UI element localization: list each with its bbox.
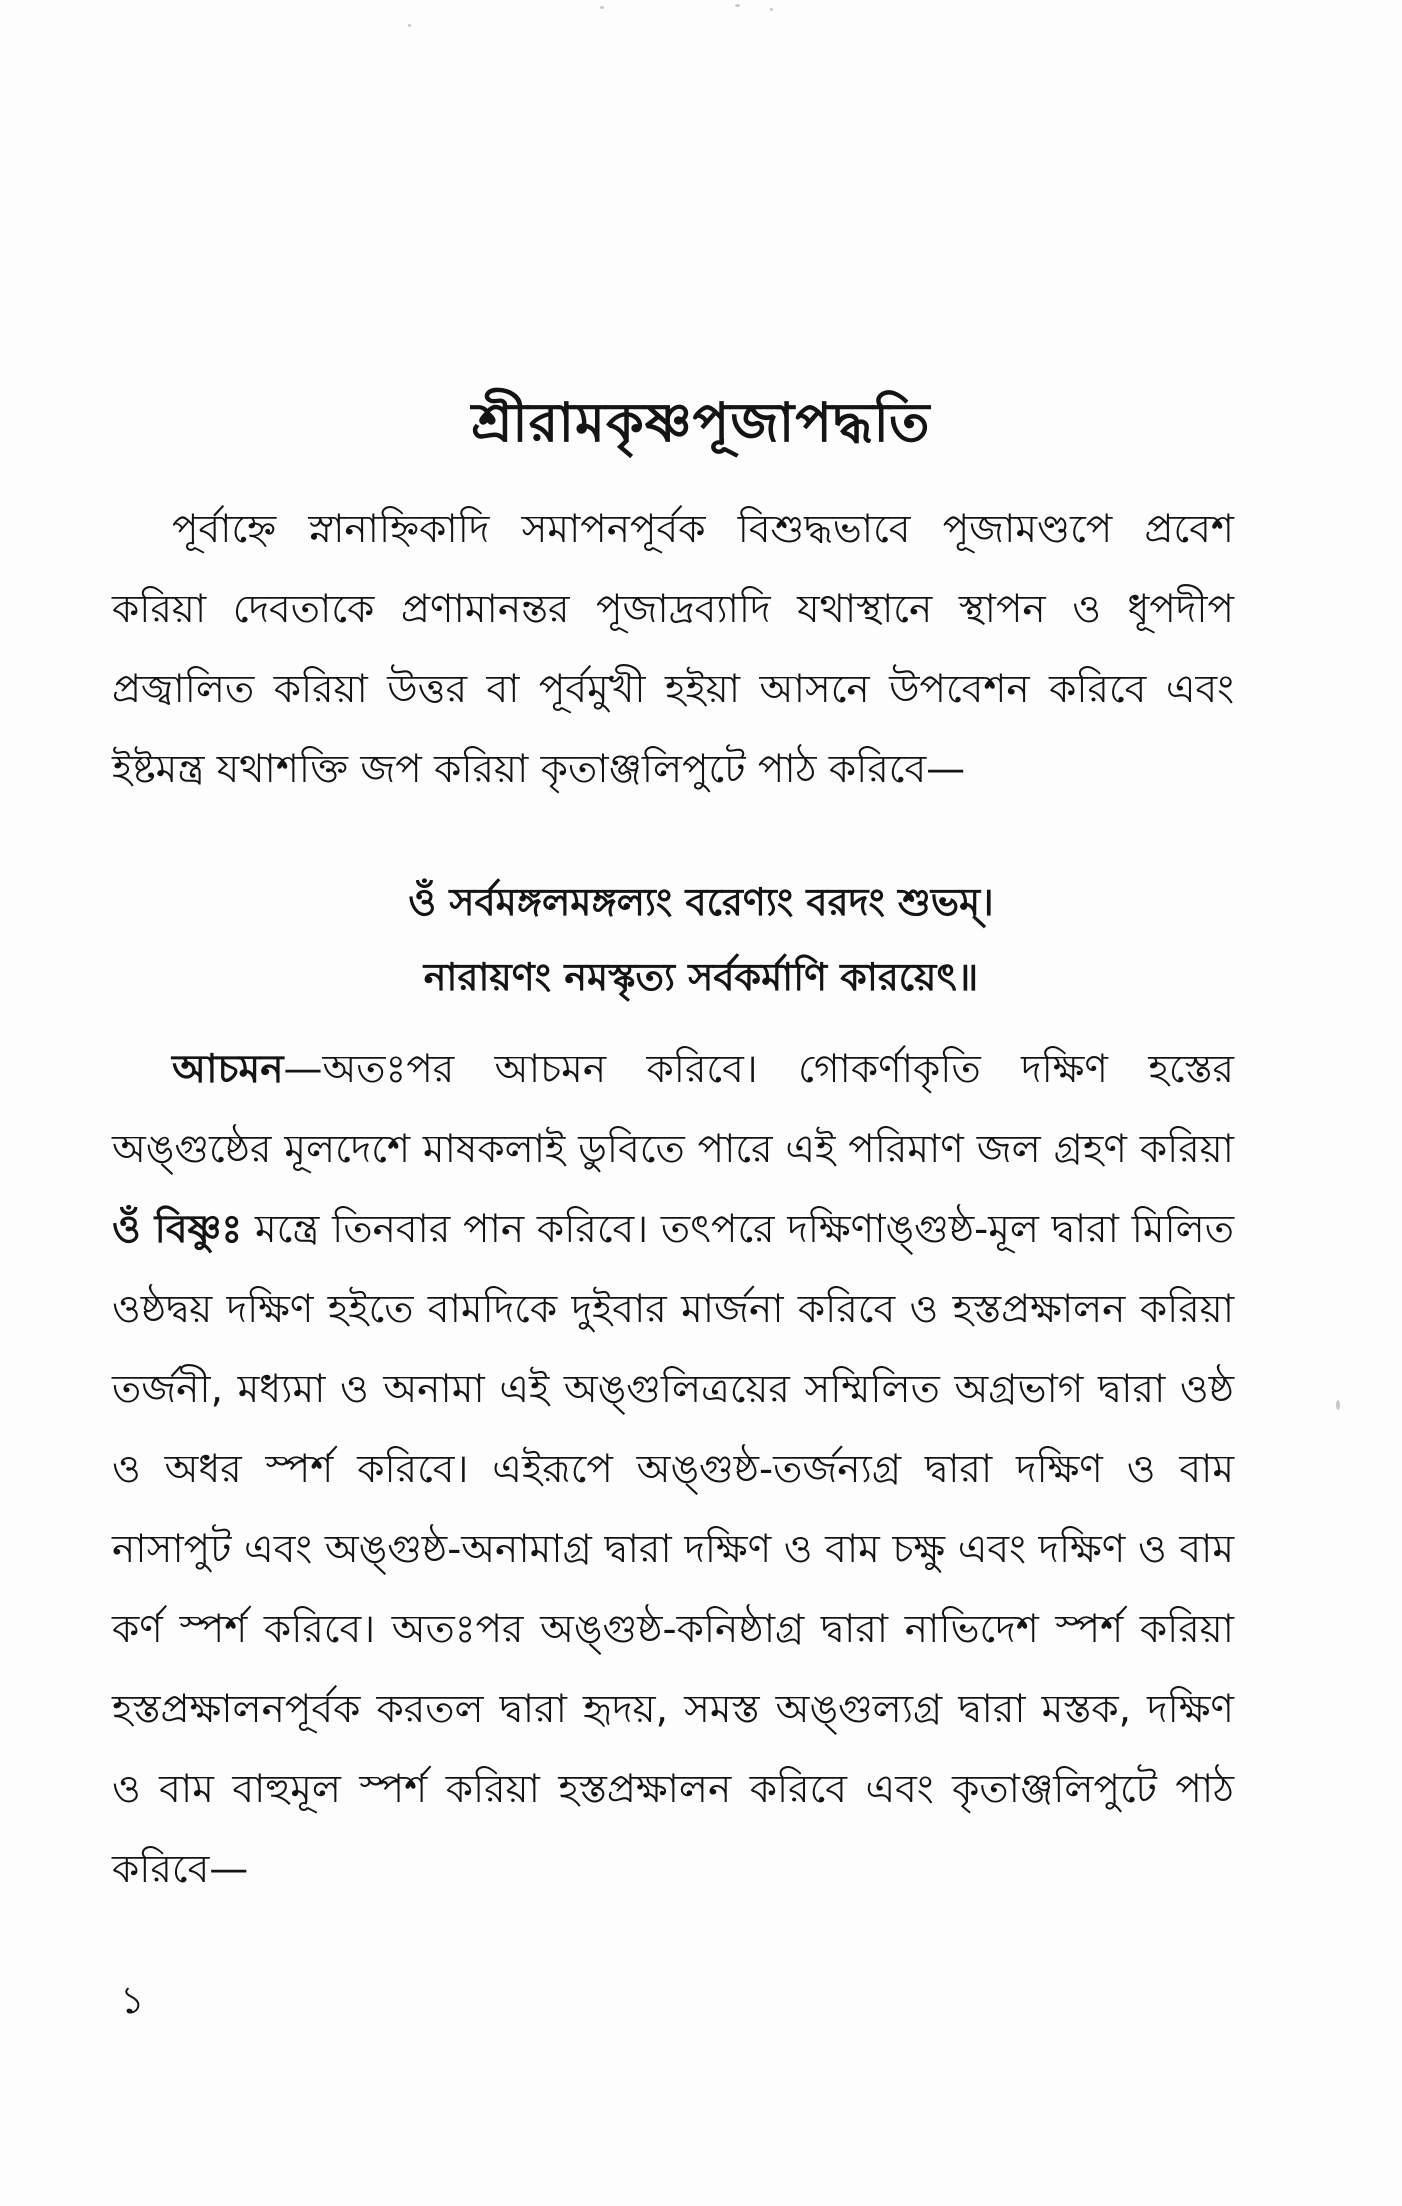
verse-line-1: ওঁ সর্বমঙ্গলমঙ্গল্যং বরেণ্যং বরদং শুভম্। [408,880,994,924]
achaman-heading: আচমন [172,1047,284,1092]
scan-speck [408,24,411,27]
scan-speck [770,8,773,11]
scan-speck [1336,1400,1340,1410]
achaman-paragraph [112,1030,1234,1910]
page-title: শ্রীরামকৃষ্ণপূজাপদ্ধতি [471,391,931,454]
scan-speck [600,6,604,9]
scan-speck [735,4,740,7]
page-number: ১ [120,1978,145,2022]
achaman-text: —অতঃপর আচমন করিবে। গোকর্ণাকৃতি দক্ষিণ হস্তের অঙ্গুষ্ঠের মূলদেশে মাষকলাই ডুবিতে পারে এই পরিমাণ জল গ্রহণ করিয়া [112,1047,1234,1172]
verse-line-2: নারায়ণং নমস্কৃত্য সর্বকর্মাণি কারয়েৎ॥ [423,955,979,999]
intro-paragraph: পূর্বাহ্নে স্নানাহ্নিকাদি সমাপনপূর্বক বিশুদ্ধভাবে পূজামণ্ডপে প্রবেশ করিয়া দেবতাকে প্রণামানন্তর পূজাদ্রব্যাদি যথাস্থানে স্থাপন ও ধূপদীপ প্রজ্বালিত করিয়া উত্তর বা পূর্বমুখী হইয়া আসনে উপবেশন করিবে এবং ইষ্টমন্ত্র যথাশক্তি জপ করিয়া কৃতাঞ্জলিপুটে পাঠ করিবে— [112,507,1234,792]
achaman-mantra: ওঁ বিষ্ণুঃ [112,1207,243,1252]
achaman-rest: মন্ত্রে তিনবার পান করিবে। তৎপরে দক্ষিণাঙ্গুষ্ঠ-মূল দ্বারা মিলিত ওষ্ঠদ্বয় দক্ষিণ হইতে বামদিকে দুইবার মার্জনা করিবে ও হস্তপ্রক্ষালন করিয়া তর্জনী, মধ্যমা ও অনামা এই অঙ্গুলিত্রয়ের সম্মিলিত অগ্রভাগ দ্বারা ওষ্ঠ ও অধর স্পর্শ করিবে। এইরূপে অঙ্গুষ্ঠ-তর্জন্যগ্র দ্বারা দক্ষিণ ও বাম নাসাপুট এবং অঙ্গুষ্ঠ-অনামাগ্র দ্বারা দক্ষিণ ও বাম চক্ষু এবং দক্ষিণ ও বাম কর্ণ স্পর্শ করিবে। অতঃপর অঙ্গুষ্ঠ-কনিষ্ঠাগ্র দ্বারা নাভিদেশ স্পর্শ করিয়া হস্তপ্রক্ষালনপূর্বক করতল দ্বারা হৃদয়, সমস্ত অঙ্গুল্যগ্র দ্বারা মস্তক, দক্ষিণ ও বাম বাহুমূল স্পর্শ করিয়া হস্তপ্রক্ষালন করিবে এবং কৃতাঞ্জলিপুটে পাঠ করিবে— [112,1207,1234,1892]
